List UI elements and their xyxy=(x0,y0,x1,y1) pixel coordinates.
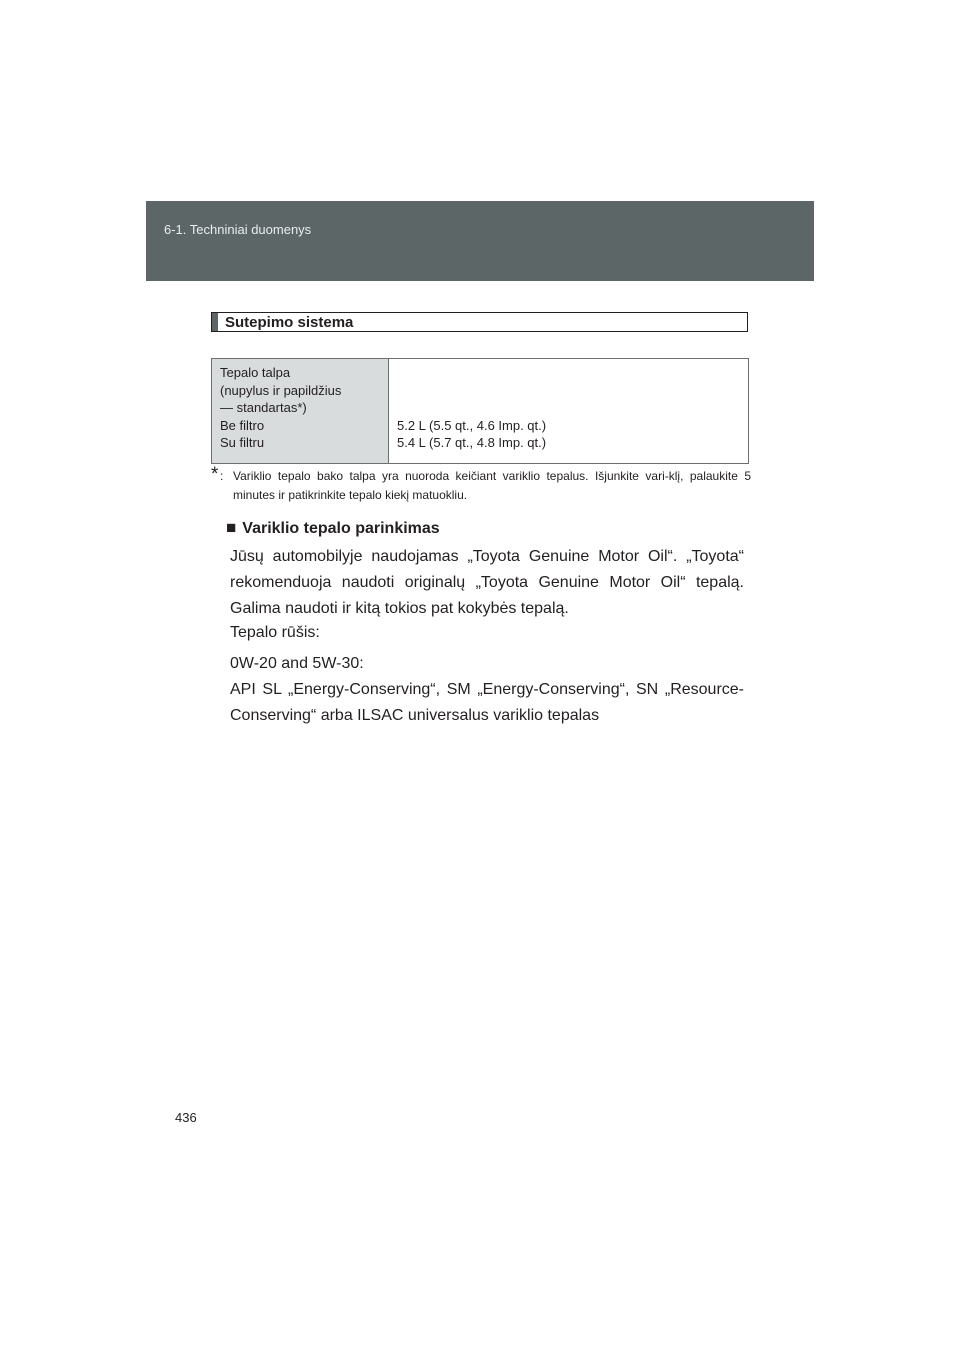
oil-grade-block xyxy=(230,651,744,729)
table-value-cell xyxy=(389,359,748,463)
chapter-header xyxy=(146,201,814,281)
label-line: — standartas*) xyxy=(220,400,307,415)
value-with-filter: 5.4 L (5.7 qt., 4.8 Imp. qt.) xyxy=(397,435,547,450)
label-line: (nupylus ir papildžius xyxy=(220,382,342,398)
label-line-without-filter: Be filtro xyxy=(220,417,265,433)
chapter-title: 6-1. Techniniai duomenys xyxy=(164,222,312,237)
footnote-text: Variklio tepalo bako talpa yra nuoroda keičiant variklio tepalus. Išjunkite vari-klį, palaukite 5 minutes ir patikrinkite tepalo kiekį matuokliu. xyxy=(233,469,751,502)
table-label-cell xyxy=(212,359,389,463)
label-line: Tepalo talpa xyxy=(220,365,291,380)
oil-capacity-table xyxy=(211,358,749,464)
value-without-filter: 5.2 L (5.5 qt., 4.6 Imp. qt.) xyxy=(397,417,547,433)
section-title: Sutepimo sistema xyxy=(225,314,354,331)
oil-grades-text: API SL „Energy-Conserving“, SM „Energy-Conserving“, SN „Resource-Conserving“ arba ILSAC universalus variklio tepalas xyxy=(230,681,744,724)
footnote-mark: * xyxy=(211,464,219,485)
oil-selection-heading xyxy=(226,518,440,538)
section-marker xyxy=(212,313,218,331)
oil-type-label: Tepalo rūšis: xyxy=(230,624,320,641)
section-heading-bar xyxy=(211,312,748,332)
oil-selection-heading-text: Variklio tepalo parinkimas xyxy=(242,520,440,537)
oil-selection-paragraph: Jūsų automobilyje naudojamas „Toyota Genuine Motor Oil“. „Toyota“ rekomenduoja naudoti originalų „Toyota Genuine Motor Oil“ tepalą. Galima naudoti ir kitą tokios pat kokybės tepalą. xyxy=(230,548,744,617)
footnote: * : Variklio tepalo bako talpa yra nuoroda keičiant variklio tepalus. Išjunkite vari-klį, palaukite 5 minutes ir patikrinkite tepalo kiekį matuokliu. xyxy=(211,467,751,505)
square-bullet-icon: ■ xyxy=(226,518,237,537)
page-number: 436 xyxy=(175,1110,197,1125)
viscosity-line: 0W-20 and 5W-30: xyxy=(230,655,364,672)
label-line-with-filter: Su filtru xyxy=(220,435,265,450)
